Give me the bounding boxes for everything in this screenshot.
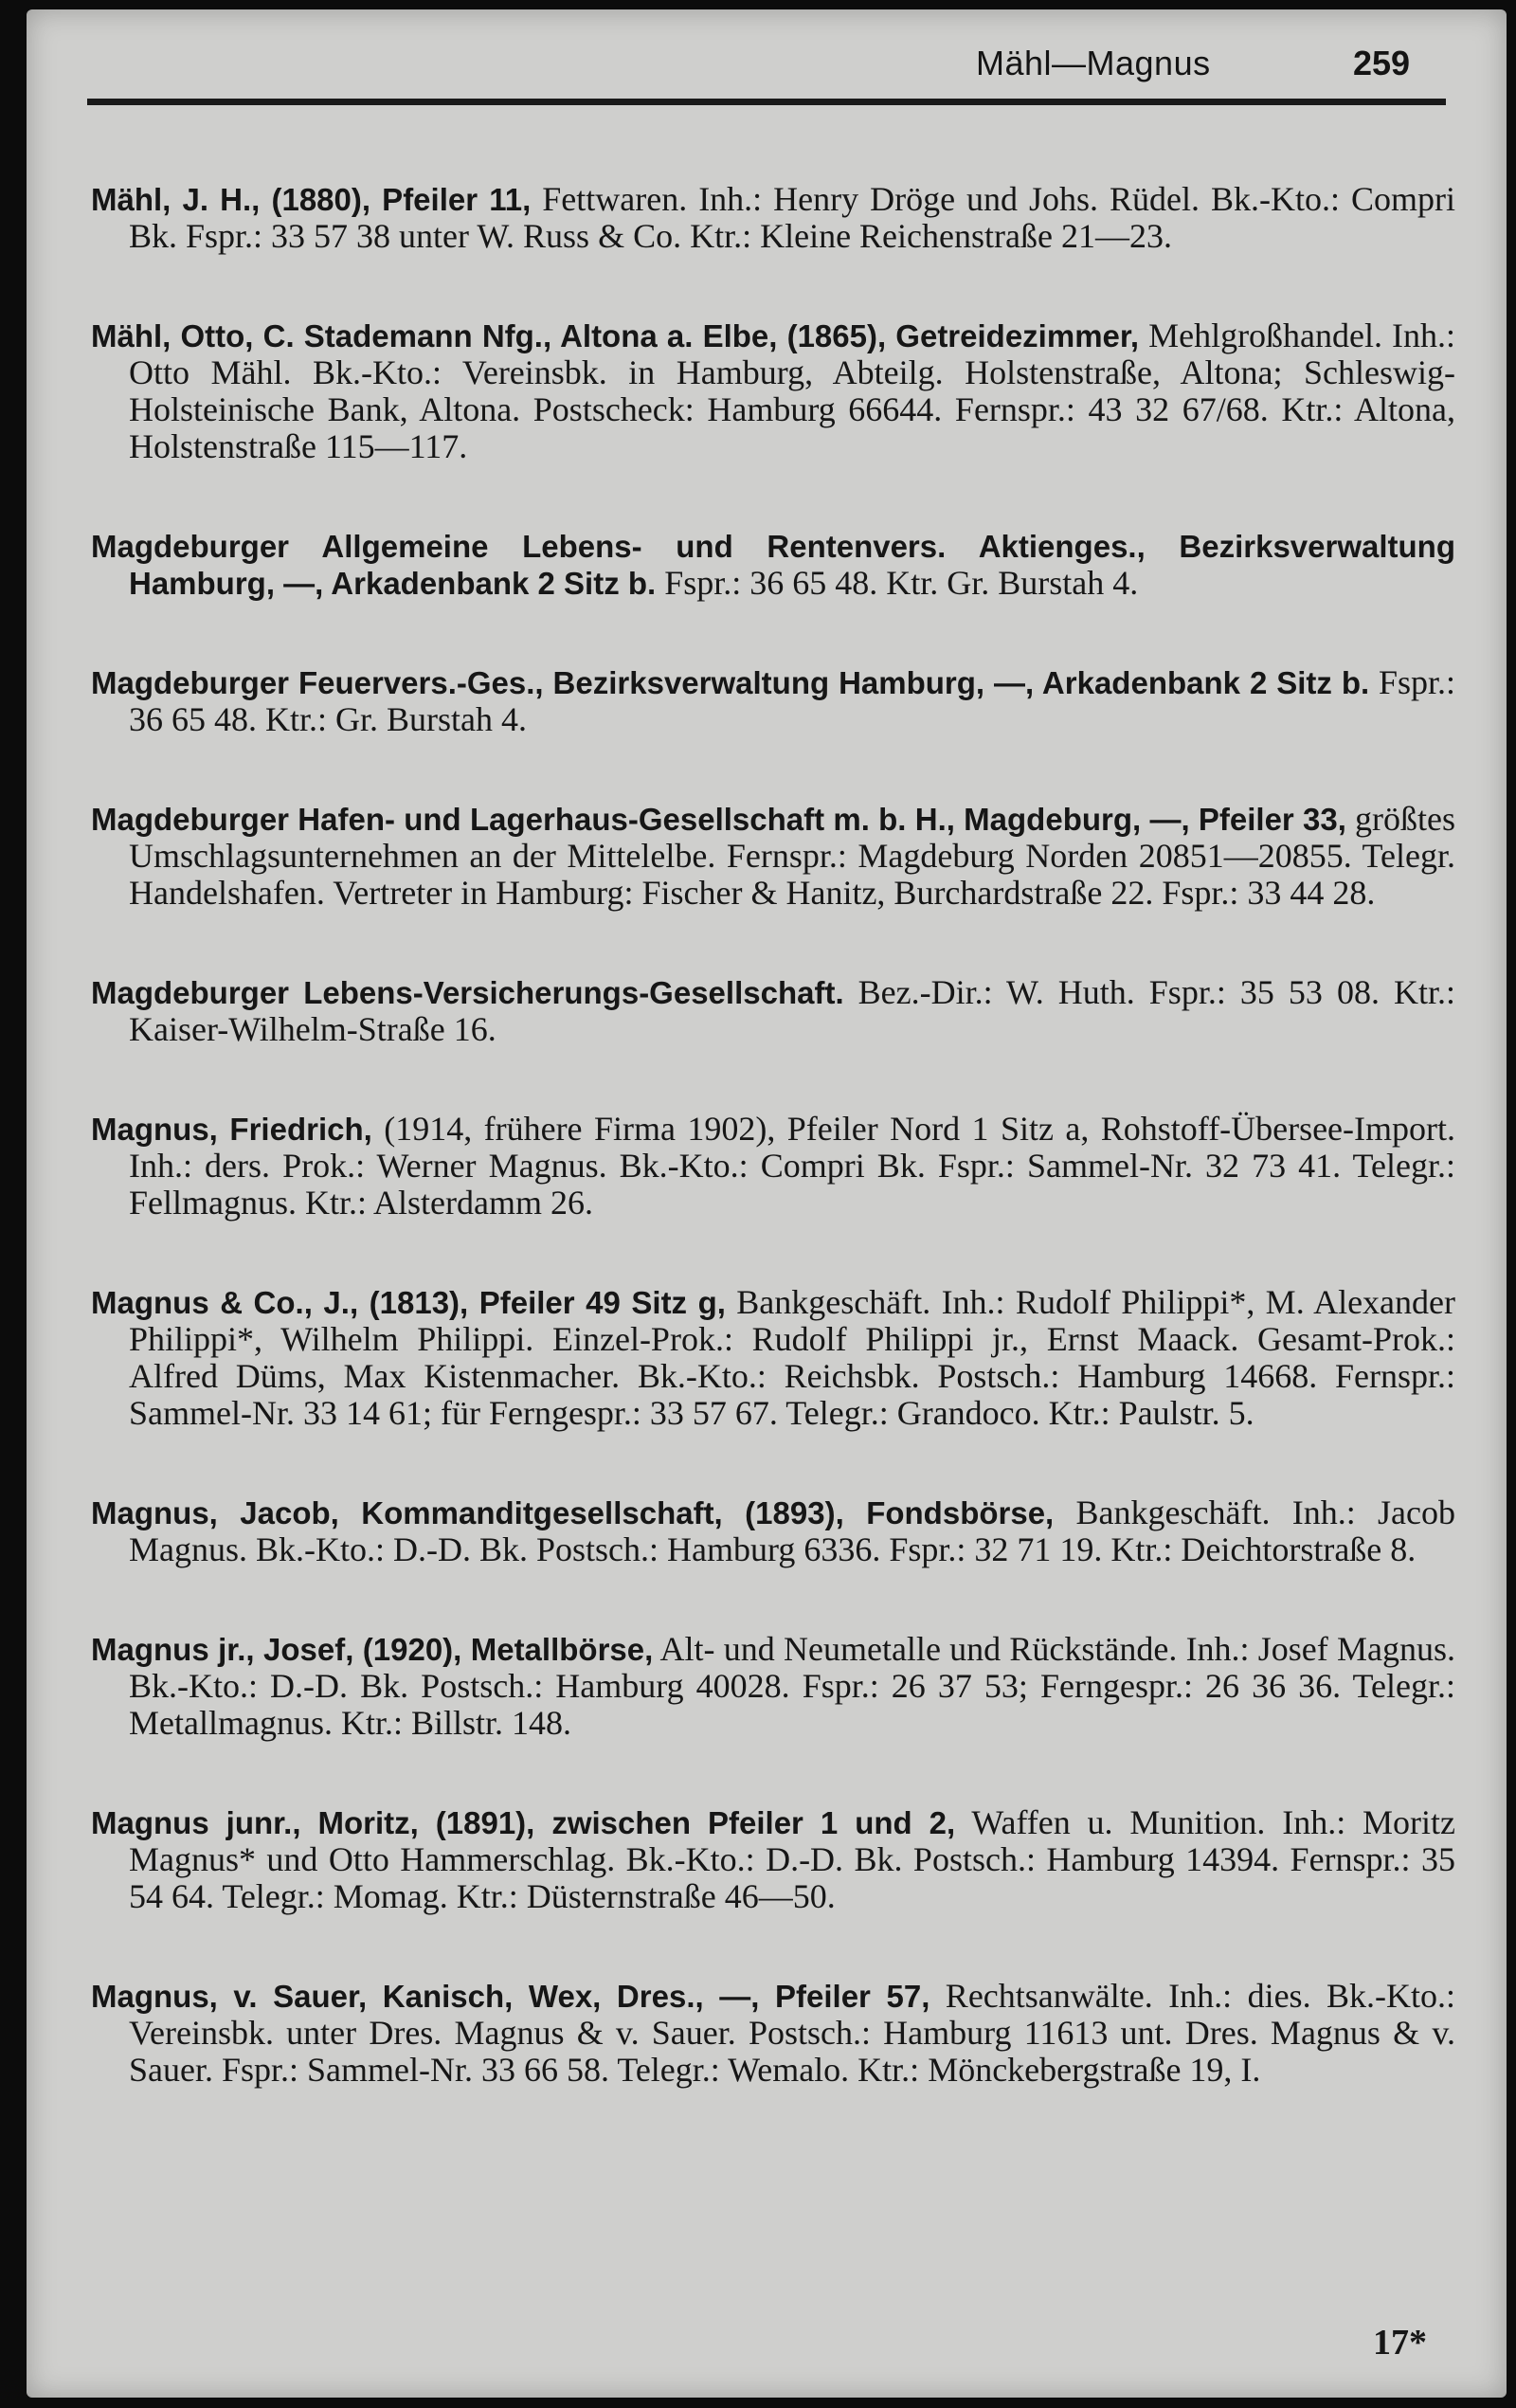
directory-page	[27, 9, 1507, 2398]
signature-mark: 17*	[1373, 2323, 1427, 2363]
directory-entry	[91, 1284, 1455, 1432]
entry-firm: Magnus junr., Moritz, (1891), zwischen Pfeiler 1 und 2,	[91, 1805, 956, 1840]
entry-text: Fettwaren. Inh.: Henry Dröge und Johs. Rüdel. Bk.-Kto.: Compri Bk. Fspr.: 33 57 38 unter W. Russ & Co. Ktr.: Kleine Reichenstraße 21—23.	[129, 180, 1455, 255]
entry-firm: Magdeburger Hafen- und Lagerhaus-Gesellschaft m. b. H., Magdeburg, —, Pfeiler 33,	[91, 802, 1346, 837]
entry-firm: Magnus & Co., J., (1813), Pfeiler 49 Sitz g,	[91, 1285, 726, 1320]
directory-entry	[91, 181, 1455, 255]
entry-text: Waffen u. Munition. Inh.: Moritz Magnus* und Otto Hammerschlag. Bk.-Kto.: D.-D. Bk. Postsch.: Hamburg 14394. Fernspr.: 35 54 64. Telegr.: Momag. Ktr.: Düsternstraße 46—50.	[129, 1803, 1455, 1915]
entry-list	[91, 147, 1455, 2151]
entry-text: Alt- und Neumetalle und Rückstände. Inh.: Josef Magnus. Bk.-Kto.: D.-D. Bk. Postsch.: Hamburg 40028. Fspr.: 26 37 53; Ferngespr.: 26 36 36. Telegr.: Metallmagnus. Ktr.: Billstr. 148.	[129, 1630, 1456, 1742]
directory-entry	[91, 1631, 1455, 1742]
entry-firm: Magdeburger Allgemeine Lebens- und Rentenvers. Aktienges., Bezirksverwaltung Hamburg, —, Arkadenbank 2 Sitz b.	[91, 529, 1455, 601]
page-number: 259	[1353, 44, 1411, 82]
entry-text: Fspr.: 36 65 48. Ktr. Gr. Burstah 4.	[656, 564, 1139, 602]
directory-entry	[91, 1978, 1455, 2089]
entry-firm: Magnus, v. Sauer, Kanisch, Wex, Dres., —, Pfeiler 57,	[91, 1979, 930, 2014]
entry-firm: Magnus, Friedrich,	[91, 1112, 372, 1147]
directory-entry	[91, 1111, 1455, 1222]
entry-firm: Mähl, J. H., (1880), Pfeiler 11,	[91, 182, 532, 217]
entry-text: Fspr.: 36 65 48. Ktr.: Gr. Burstah 4.	[129, 663, 1455, 738]
entry-text: Bankgeschäft. Inh.: Jacob Magnus. Bk.-Kto.: D.-D. Bk. Postsch.: Hamburg 6336. Fspr.: 32 71 19. Ktr.: Deichtorstraße 8.	[129, 1494, 1456, 1568]
directory-entry	[91, 974, 1455, 1048]
entry-firm: Magnus, Jacob, Kommanditgesellschaft, (1893), Fondsbörse,	[91, 1495, 1055, 1530]
running-head-title: Mähl—Magnus	[976, 44, 1211, 82]
entry-text: (1914, frühere Firma 1902), Pfeiler Nord 1 Sitz a, Rohstoff-Übersee-Import. Inh.: ders. Prok.: Werner Magnus. Bk.-Kto.: Compri Bk. Fspr.: Sammel-Nr. 32 73 41. Telegr.: Fellmagnus. Ktr.: Alsterdamm 26.	[129, 1110, 1456, 1222]
directory-entry	[91, 1494, 1455, 1568]
entry-text: Mehlgroßhandel. Inh.: Otto Mähl. Bk.-Kto.: Vereinsbk. in Hamburg, Abteilg. Holstenstraße, Altona; Schleswig-Holsteinische Bank, Altona. Postscheck: Hamburg 66644. Fernspr.: 43 32 67/68. Ktr.: Altona, Holstenstraße 115—117.	[129, 317, 1456, 465]
entry-text: größtes Umschlagsunternehmen an der Mittelelbe. Fernspr.: Magdeburg Norden 20851—20855. Telegr. Handelshafen. Vertreter in Hamburg: Fischer & Hanitz, Burchardstraße 22. Fspr.: 33 44 28.	[129, 800, 1455, 912]
entry-firm: Magdeburger Lebens-Versicherungs-Gesellschaft.	[91, 975, 844, 1010]
directory-entry	[91, 1804, 1455, 1915]
entry-text: Rechtsanwälte. Inh.: dies. Bk.-Kto.: Vereinsbk. unter Dres. Magnus & v. Sauer. Postsch.: Hamburg 11613 unt. Dres. Magnus & v. Sauer. Fspr.: Sammel-Nr. 33 66 58. Telegr.: Wemalo. Ktr.: Mönckebergstraße 19, I.	[129, 1977, 1455, 2089]
entry-firm: Magdeburger Feuervers.-Ges., Bezirksverwaltung Hamburg, —, Arkadenbank 2 Sitz b.	[91, 665, 1370, 700]
header-rule	[87, 99, 1446, 105]
entry-text: Bez.-Dir.: W. Huth. Fspr.: 35 53 08. Ktr.: Kaiser-Wilhelm-Straße 16.	[129, 973, 1455, 1048]
directory-entry	[91, 664, 1455, 738]
directory-entry	[91, 317, 1455, 465]
entry-firm: Mähl, Otto, C. Stademann Nfg., Altona a. Elbe, (1865), Getreidezimmer,	[91, 318, 1140, 353]
directory-entry	[91, 528, 1455, 602]
entry-text: Bankgeschäft. Inh.: Rudolf Philippi*, M. Alexander Philippi*, Wilhelm Philippi. Einzel-Prok.: Rudolf Philippi jr., Ernst Maack. Gesamt-Prok.: Alfred Düms, Max Kistenmacher. Bk.-Kto.: Reichsbk. Postsch.: Hamburg 14668. Fernspr.: Sammel-Nr. 33 14 61; für Ferngespr.: 33 57 67. Telegr.: Grandoco. Ktr.: Paulstr. 5.	[129, 1283, 1455, 1432]
entry-firm: Magnus jr., Josef, (1920), Metallbörse,	[91, 1632, 654, 1667]
directory-entry	[91, 801, 1455, 912]
running-head	[27, 36, 1507, 83]
